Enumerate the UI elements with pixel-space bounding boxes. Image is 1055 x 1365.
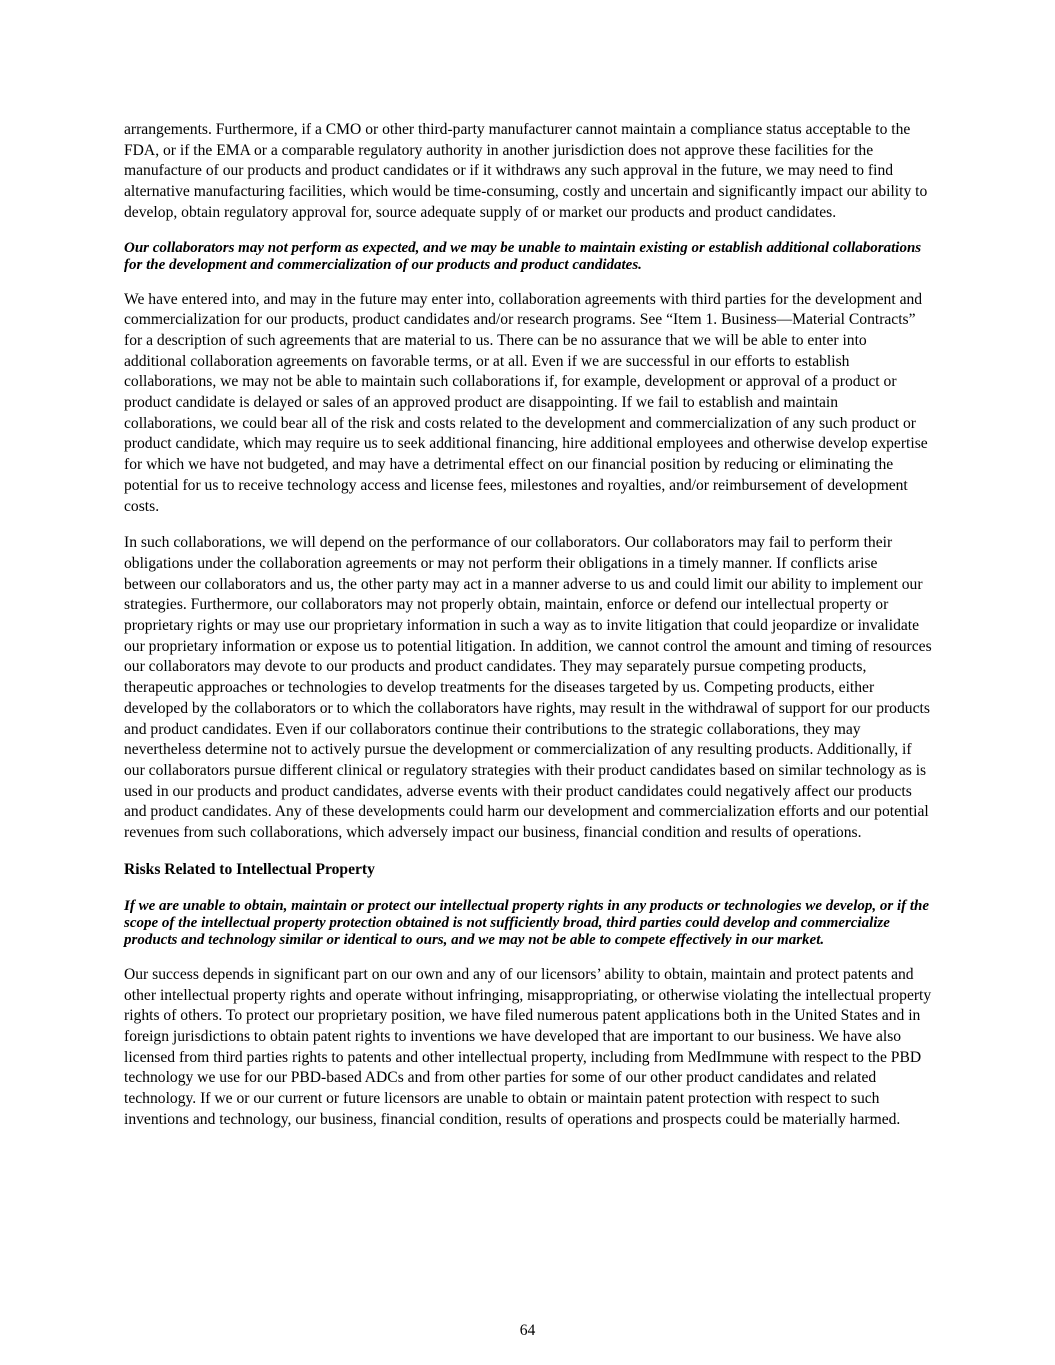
risk-factor-heading: Our collaborators may not perform as expected, and we may be unable to maintain existing or establish additional collaborations for the development and commercialization of our products and product candidates. [124, 239, 922, 273]
risk-factor-heading: If we are unable to obtain, maintain or protect our intellectual property rights in any products or technologies we develop, or if the scope of the intellectual property protection obtained is not sufficiently broad, third parties could develop and commercialize products and technology similar or identical to ours, and we may not be able to compete effectively in our market. [124, 897, 930, 948]
document-page [124, 120, 932, 1146]
section-heading: Risks Related to Intellectual Property [124, 860, 375, 878]
page-number: 64 [519, 1322, 536, 1339]
body-paragraph: In such collaborations, we will depend on the performance of our collaborators. Our collaborators may fail to perform their obligations under the collaboration agreements or may not perform their obligations in a timely manner. If conflicts arise between our collaborators and us, the other party may act in a manner adverse to us and could limit our ability to implement our strategies. Furthermore, our collaborators may not properly obtain, maintain, enforce or defend our intellectual property or proprietary rights or may use our proprietary information in such a way as to invite litigation that could jeopardize or invalidate our proprietary information or expose us to potential litigation. In addition, we cannot control the amount and timing of resources our collaborators may devote to our products and product candidates. They may separately pursue competing products, therapeutic approaches or technologies to develop treatments for the diseases targeted by us. Competing products, either developed by the collaborators or to which the collaborators have rights, may result in the withdrawal of support for our products and product candidates. Even if our collaborators continue their contributions to the strategic collaborations, they may nevertheless determine not to actively pursue the development or commercialization of any resulting products. Additionally, if our collaborators pursue different clinical or regulatory strategies with their product candidates based on similar technology as is used in our products and product candidates, adverse events with their product candidates could negatively affect our products and product candidates. Any of these developments could harm our development and commercialization efforts and our potential revenues from such collaborations, which adversely impact our business, financial condition and results of operations. [124, 534, 932, 842]
body-paragraph: arrangements. Furthermore, if a CMO or other third-party manufacturer cannot maintain a compliance status acceptable to the FDA, or if the EMA or a comparable regulatory authority in another jurisdiction does not approve these facilities for the manufacture of our products and product candidates or if it withdraws any such approval in the future, we may need to find alternative manufacturing facilities, which would be time-consuming, costly and uncertain and significantly impact our ability to develop, obtain regulatory approval for, source adequate supply of or market our products and product candidates. [124, 121, 928, 221]
body-paragraph: We have entered into, and may in the future may enter into, collaboration agreements with third parties for the development and commercialization for our products, product candidates and/or research programs. See “Item 1. Business—Material Contracts” for a description of such agreements that are material to us. There can be no assurance that we will be able to enter into additional collaboration agreements on favorable terms, or at all. Even if we are successful in our efforts to establish collaborations, we may not be able to maintain such collaborations if, for example, development or approval of a product or product candidate is delayed or sales of an approved product are disappointing. If we fail to establish and maintain collaborations, we could bear all of the risk and costs related to the development and commercialization of any such product or product candidate, which may require us to seek additional financing, hire additional employees and otherwise develop expertise for which we have not budgeted, and may have a detrimental effect on our financial position by reducing or eliminating the potential for us to receive technology access and license fees, milestones and royalties, and/or reimbursement of development costs. [124, 290, 928, 515]
body-paragraph: Our success depends in significant part on our own and any of our licensors’ ability to obtain, maintain and protect patents and other intellectual property rights and operate without infringing, misappropriating, or otherwise violating the intellectual property rights of others. To protect our proprietary position, we have filed numerous patent applications both in the United States and in foreign jurisdictions to obtain patent rights to inventions we have developed that are important to our business. We have also licensed from third parties rights to patents and other intellectual property, including from MedImmune with respect to the PBD technology we use for our PBD-based ADCs and from other parties for some of our other product candidates and related technology. If we or our current or future licensors are unable to obtain or maintain patent protection with respect to such inventions and technology, our business, financial condition, results of operations and prospects could be materially harmed. [124, 965, 932, 1128]
